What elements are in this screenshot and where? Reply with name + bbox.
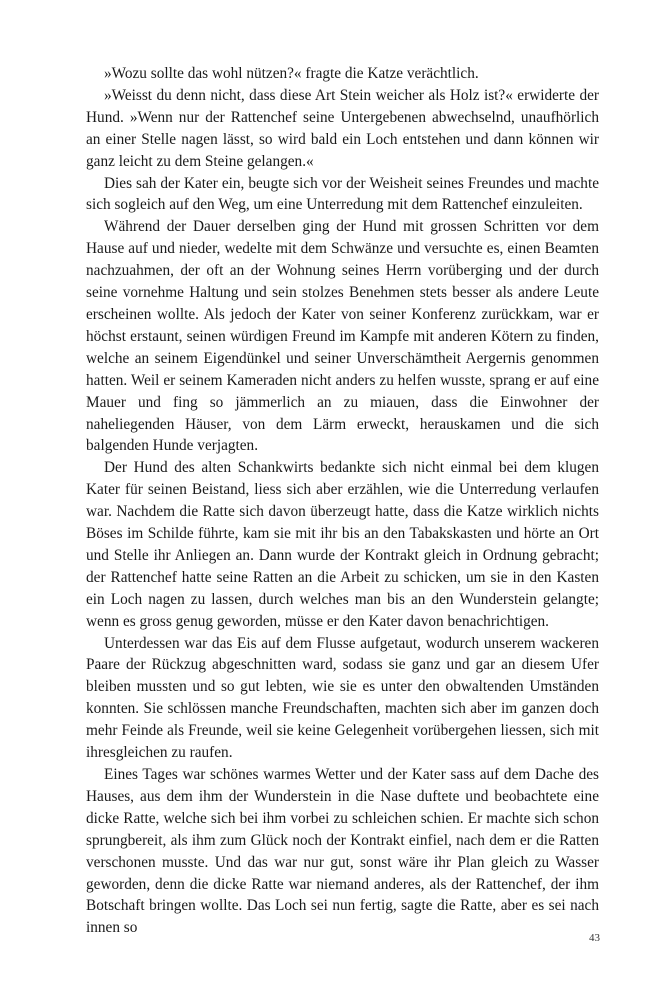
page-number: 43 [589, 932, 600, 944]
paragraph: Während der Dauer derselben ging der Hund mit grossen Schritten vor dem Hause auf und nieder, wedelte mit dem Schwänze und versuchte es, einen Beamten nachzuahmen, der oft an der Wohnung seines Herrn vorüberging und der durch seine vornehme Haltung und sein stolzes Benehmen stets besser als andere Leute erscheinen wollte. Als jedoch der Kater von seiner Konferenz zurückkam, war er höchst erstaunt, seinen würdigen Freund im Kampfe mit anderen Kötern zu finden, welche an seinem Eigendünkel und seiner Unverschämtheit Aergernis genommen hatten. Weil er seinem Kameraden nicht anders zu helfen wusste, sprang er auf eine Mauer und fing so jämmerlich an zu miauen, dass die Einwohner der naheliegenden Häuser, von dem Lärm erweckt, herauskamen und die sich balgenden Hunde verjagten. [86, 218, 599, 455]
body-text [86, 63, 599, 939]
paragraph: Dies sah der Kater ein, beugte sich vor der Weisheit seines Freundes und machte sich sogleich auf den Weg, um eine Unterredung mit dem Rattenchef einzuleiten. [86, 174, 599, 214]
paragraph: Eines Tages war schönes warmes Wetter und der Kater sass auf dem Dache des Hauses, aus dem ihm der Wunderstein in die Nase duftete und beobachtete eine dicke Ratte, welche sich bei ihm vorbei zu schleichen schien. Er machte sich schon sprungbereit, als ihm zum Glück noch der Kontrakt einfiel, nach dem er die Ratten verschonen musste. Und das war nur gut, sonst wäre ihr Plan gleich zu Wasser geworden, denn die dicke Ratte war niemand anderes, als der Rattenchef, der ihm Botschaft bringen wollte. Das Loch sei nun fertig, sagte die Ratte, aber es sei nach innen so [86, 766, 599, 937]
paragraph: Der Hund des alten Schankwirts bedankte sich nicht einmal bei dem klugen Kater für seinen Beistand, liess sich aber erzählen, wie die Unterredung verlaufen war. Nachdem die Ratte sich davon überzeugt hatte, dass die Katze wirklich nichts Böses im Schilde führte, kam sie mit ihr bis an den Tabakskasten und hörte an Ort und Stelle ihr Anliegen an. Dann wurde der Kontrakt gleich in Ordnung gebracht; der Rattenchef hatte seine Ratten an die Arbeit zu schicken, um sie in den Kasten ein Loch nagen zu lassen, durch welches man bis an den Wunderstein gelangte; wenn es gross genug geworden, müsse er den Kater davon benachrichtigen. [86, 459, 599, 630]
paragraph: »Weisst du denn nicht, dass diese Art Stein weicher als Holz ist?« erwiderte der Hund. »Wenn nur der Rattenchef seine Untergebenen abwechselnd, unaufhörlich an einer Stelle nagen lässt, so wird bald ein Loch entstehen und dann können wir ganz leicht zu dem Steine gelangen.« [86, 86, 599, 170]
paragraph: »Wozu sollte das wohl nützen?« fragte die Katze verächtlich. [104, 65, 479, 82]
paragraph: Unterdessen war das Eis auf dem Flusse aufgetaut, wodurch unserem wackeren Paare der Rückzug abgeschnitten ward, sodass sie ganz und gar an diesem Ufer bleiben mussten und so gut lebten, wie sie es unter den obwaltenden Umständen konnten. Sie schlössen manche Freundschaften, machten sich aber im ganzen doch mehr Feinde als Freunde, weil sie keine Gelegenheit vorübergehen liessen, sich mit ihresgleichen zu raufen. [86, 634, 599, 762]
